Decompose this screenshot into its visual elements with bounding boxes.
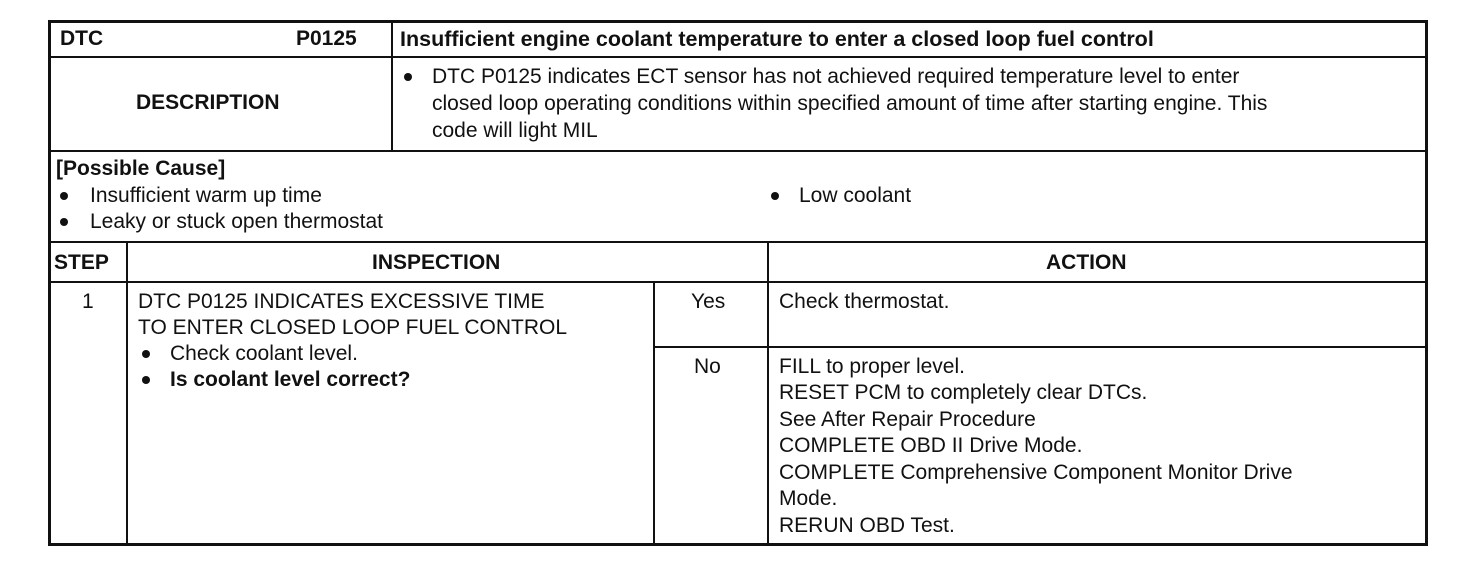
cause-item: Insufficient warm up time (90, 184, 322, 207)
no-action-line: See After Repair Procedure (779, 408, 1036, 431)
inspection-check: Check coolant level. (170, 342, 358, 365)
no-action-line: Mode. (779, 487, 838, 510)
bullet-icon (142, 350, 150, 358)
rule-description-bottom (50, 150, 1426, 152)
dtc-label: DTC (60, 27, 104, 50)
inspection-line: DTC P0125 INDICATES EXCESSIVE TIME (138, 290, 545, 313)
cause-item: Leaky or stuck open thermostat (90, 210, 383, 233)
bullet-icon (60, 218, 68, 226)
description-line: code will light MIL (432, 119, 598, 142)
rule-header-divider (391, 22, 393, 150)
no-action-line: RESET PCM to completely clear DTCs. (779, 381, 1148, 404)
column-header-step: STEP (54, 251, 109, 274)
no-action-line: COMPLETE OBD II Drive Mode. (779, 434, 1083, 457)
description-line: DTC P0125 indicates ECT sensor has not achieved required temperature level to enter (432, 65, 1240, 88)
no-action-line: COMPLETE Comprehensive Component Monitor Drive (779, 461, 1293, 484)
dtc-code: P0125 (296, 27, 357, 50)
inspection-line: TO ENTER CLOSED LOOP FUEL CONTROL (138, 316, 568, 339)
possible-cause-heading: [Possible Cause] (56, 157, 226, 180)
inspection-question: Is coolant level correct? (170, 368, 411, 391)
rule-step-divider (126, 243, 128, 543)
yes-action: Check thermostat. (779, 290, 950, 313)
bullet-icon (404, 73, 412, 81)
rule-yes-bottom (654, 346, 1426, 348)
bullet-icon (142, 376, 150, 384)
rule-yesno-divider (653, 283, 655, 543)
rule-colheader-bottom (50, 281, 1426, 283)
bullet-icon (60, 192, 68, 200)
cause-item: Low coolant (799, 184, 912, 207)
column-header-inspection: INSPECTION (372, 251, 501, 274)
rule-inspection-divider (767, 243, 769, 543)
column-header-action: ACTION (1046, 251, 1127, 274)
description-line: closed loop operating conditions within specified amount of time after starting engine. This (432, 92, 1268, 115)
yes-label: Yes (691, 290, 726, 313)
description-label: DESCRIPTION (136, 91, 280, 114)
no-label: No (694, 355, 721, 378)
bullet-icon (771, 192, 779, 200)
step-number: 1 (82, 290, 94, 313)
no-action-line: RERUN OBD Test. (779, 514, 955, 537)
no-action-line: FILL to proper level. (779, 355, 965, 378)
rule-header-bottom (50, 56, 1426, 58)
rule-cause-bottom (50, 241, 1426, 243)
dtc-title: Insufficient engine coolant temperature to enter a closed loop fuel control (400, 27, 1154, 51)
